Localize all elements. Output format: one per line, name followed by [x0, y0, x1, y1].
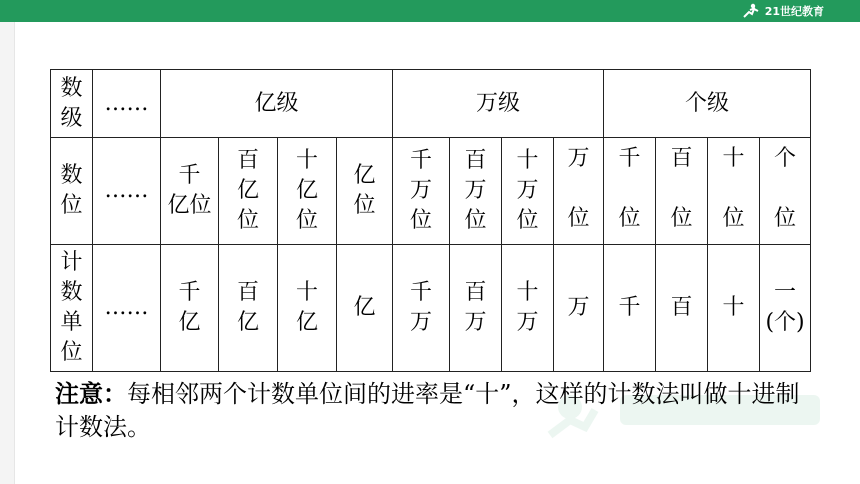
- cell-text: 万: [567, 295, 590, 320]
- cell-text: 万: [464, 310, 487, 335]
- place-cell: [278, 138, 337, 245]
- cell-text: 百: [464, 148, 487, 173]
- cell-text: 百: [670, 146, 693, 171]
- row-header-level: [51, 70, 93, 138]
- unit-cell: [161, 245, 219, 372]
- note-text: 每相邻两个计数单位间的进率是“十”，这样的计数法叫做十进制计数法。: [55, 380, 800, 441]
- cell-text: 亿: [178, 310, 201, 335]
- group-yi-cell: 亿级: [161, 70, 393, 138]
- cell-text: 万: [516, 310, 539, 335]
- cell-text: 位: [670, 206, 693, 231]
- cell-text: 十: [295, 148, 318, 173]
- cell-text: 十: [516, 280, 539, 305]
- place-cell: [656, 138, 708, 245]
- cell-text: 位: [516, 208, 539, 233]
- unit-cell: [278, 245, 337, 372]
- unit-cell: [554, 245, 604, 372]
- note-paragraph: [55, 377, 815, 444]
- unit-cell: [708, 245, 760, 372]
- cell-text: 百: [464, 280, 487, 305]
- cell-text: [554, 174, 603, 204]
- unit-cell: [656, 245, 708, 372]
- place-cell: [760, 138, 811, 245]
- ellipsis-cell: ……: [93, 245, 161, 372]
- note-label: 注意：: [55, 379, 127, 408]
- runner-icon: [741, 3, 761, 19]
- unit-cell: [502, 245, 554, 372]
- cell-text: 位: [774, 206, 797, 231]
- cell-text: 单: [60, 310, 83, 335]
- cell-text: 万: [516, 178, 539, 203]
- cell-text: 千: [618, 146, 641, 171]
- cell-text: 位: [567, 206, 590, 231]
- cell-text: 位: [236, 208, 259, 233]
- cell-text: 级: [60, 105, 83, 131]
- cell-text: 千: [410, 280, 433, 305]
- cell-text: 亿: [295, 178, 318, 203]
- cell-text: 数: [60, 163, 83, 188]
- cell-text: 位: [353, 193, 376, 218]
- cell-text: 万: [410, 178, 433, 203]
- table-row-unit: [51, 245, 811, 372]
- ellipsis-cell: ……: [93, 138, 161, 245]
- cell-text: 亿: [236, 310, 259, 335]
- place-cell: [604, 138, 656, 245]
- ellipsis-cell: ……: [93, 70, 161, 138]
- place-cell: [554, 138, 604, 245]
- place-cell: [219, 138, 278, 245]
- cell-text: 百: [236, 148, 259, 173]
- cell-text: 百: [236, 280, 259, 305]
- place-value-table: [50, 69, 811, 372]
- cell-text: 位: [295, 208, 318, 233]
- unit-cell: [760, 245, 811, 372]
- unit-cell: [604, 245, 656, 372]
- cell-text: (个): [765, 310, 805, 335]
- cell-text: 位: [60, 340, 83, 365]
- group-ge-cell: 个级: [604, 70, 811, 138]
- brand-logo: [741, 2, 824, 20]
- cell-text: 位: [60, 193, 83, 218]
- unit-cell: [219, 245, 278, 372]
- cell-text: 位: [464, 208, 487, 233]
- row-header-unit: [51, 245, 93, 372]
- place-cell: [708, 138, 760, 245]
- table-row-place: [51, 138, 811, 245]
- cell-text: 位: [410, 208, 433, 233]
- cell-text: [760, 174, 810, 204]
- unit-cell: [337, 245, 393, 372]
- cell-text: 一: [774, 280, 797, 305]
- cell-text: 亿: [236, 178, 259, 203]
- left-sidebar: [0, 22, 15, 484]
- cell-text: [604, 174, 655, 204]
- cell-text: [656, 174, 707, 204]
- cell-text: 计: [60, 250, 83, 275]
- cell-text: 数: [60, 280, 83, 305]
- unit-cell: [393, 245, 450, 372]
- place-cell: [161, 138, 219, 245]
- top-bar: [0, 0, 860, 22]
- row-header-place: [51, 138, 93, 245]
- place-cell: [450, 138, 502, 245]
- cell-text: 万: [567, 146, 590, 171]
- cell-text: 千: [410, 148, 433, 173]
- place-cell: [393, 138, 450, 245]
- logo-text: 21世纪教育: [764, 5, 824, 18]
- cell-text: 十: [722, 146, 745, 171]
- cell-text: 千: [178, 280, 201, 305]
- cell-text: 千: [618, 295, 641, 320]
- cell-text: 亿: [353, 295, 376, 320]
- cell-text: [708, 174, 759, 204]
- table-row-level: [51, 70, 811, 138]
- unit-cell: [450, 245, 502, 372]
- cell-text: 亿: [353, 163, 376, 188]
- place-cell: [502, 138, 554, 245]
- cell-text: 十: [722, 295, 745, 320]
- cell-text: 十: [295, 280, 318, 305]
- cell-text: 十: [516, 148, 539, 173]
- cell-text: 位: [722, 206, 745, 231]
- cell-text: 万: [410, 310, 433, 335]
- cell-text: 个: [774, 146, 797, 171]
- cell-text: 万: [464, 178, 487, 203]
- cell-text: 亿位: [167, 193, 212, 218]
- place-cell: [337, 138, 393, 245]
- cell-text: 亿: [295, 310, 318, 335]
- cell-text: 位: [618, 206, 641, 231]
- cell-text: 数: [60, 75, 83, 101]
- cell-text: 千: [178, 163, 201, 188]
- group-wan-cell: 万级: [393, 70, 604, 138]
- cell-text: 百: [670, 295, 693, 320]
